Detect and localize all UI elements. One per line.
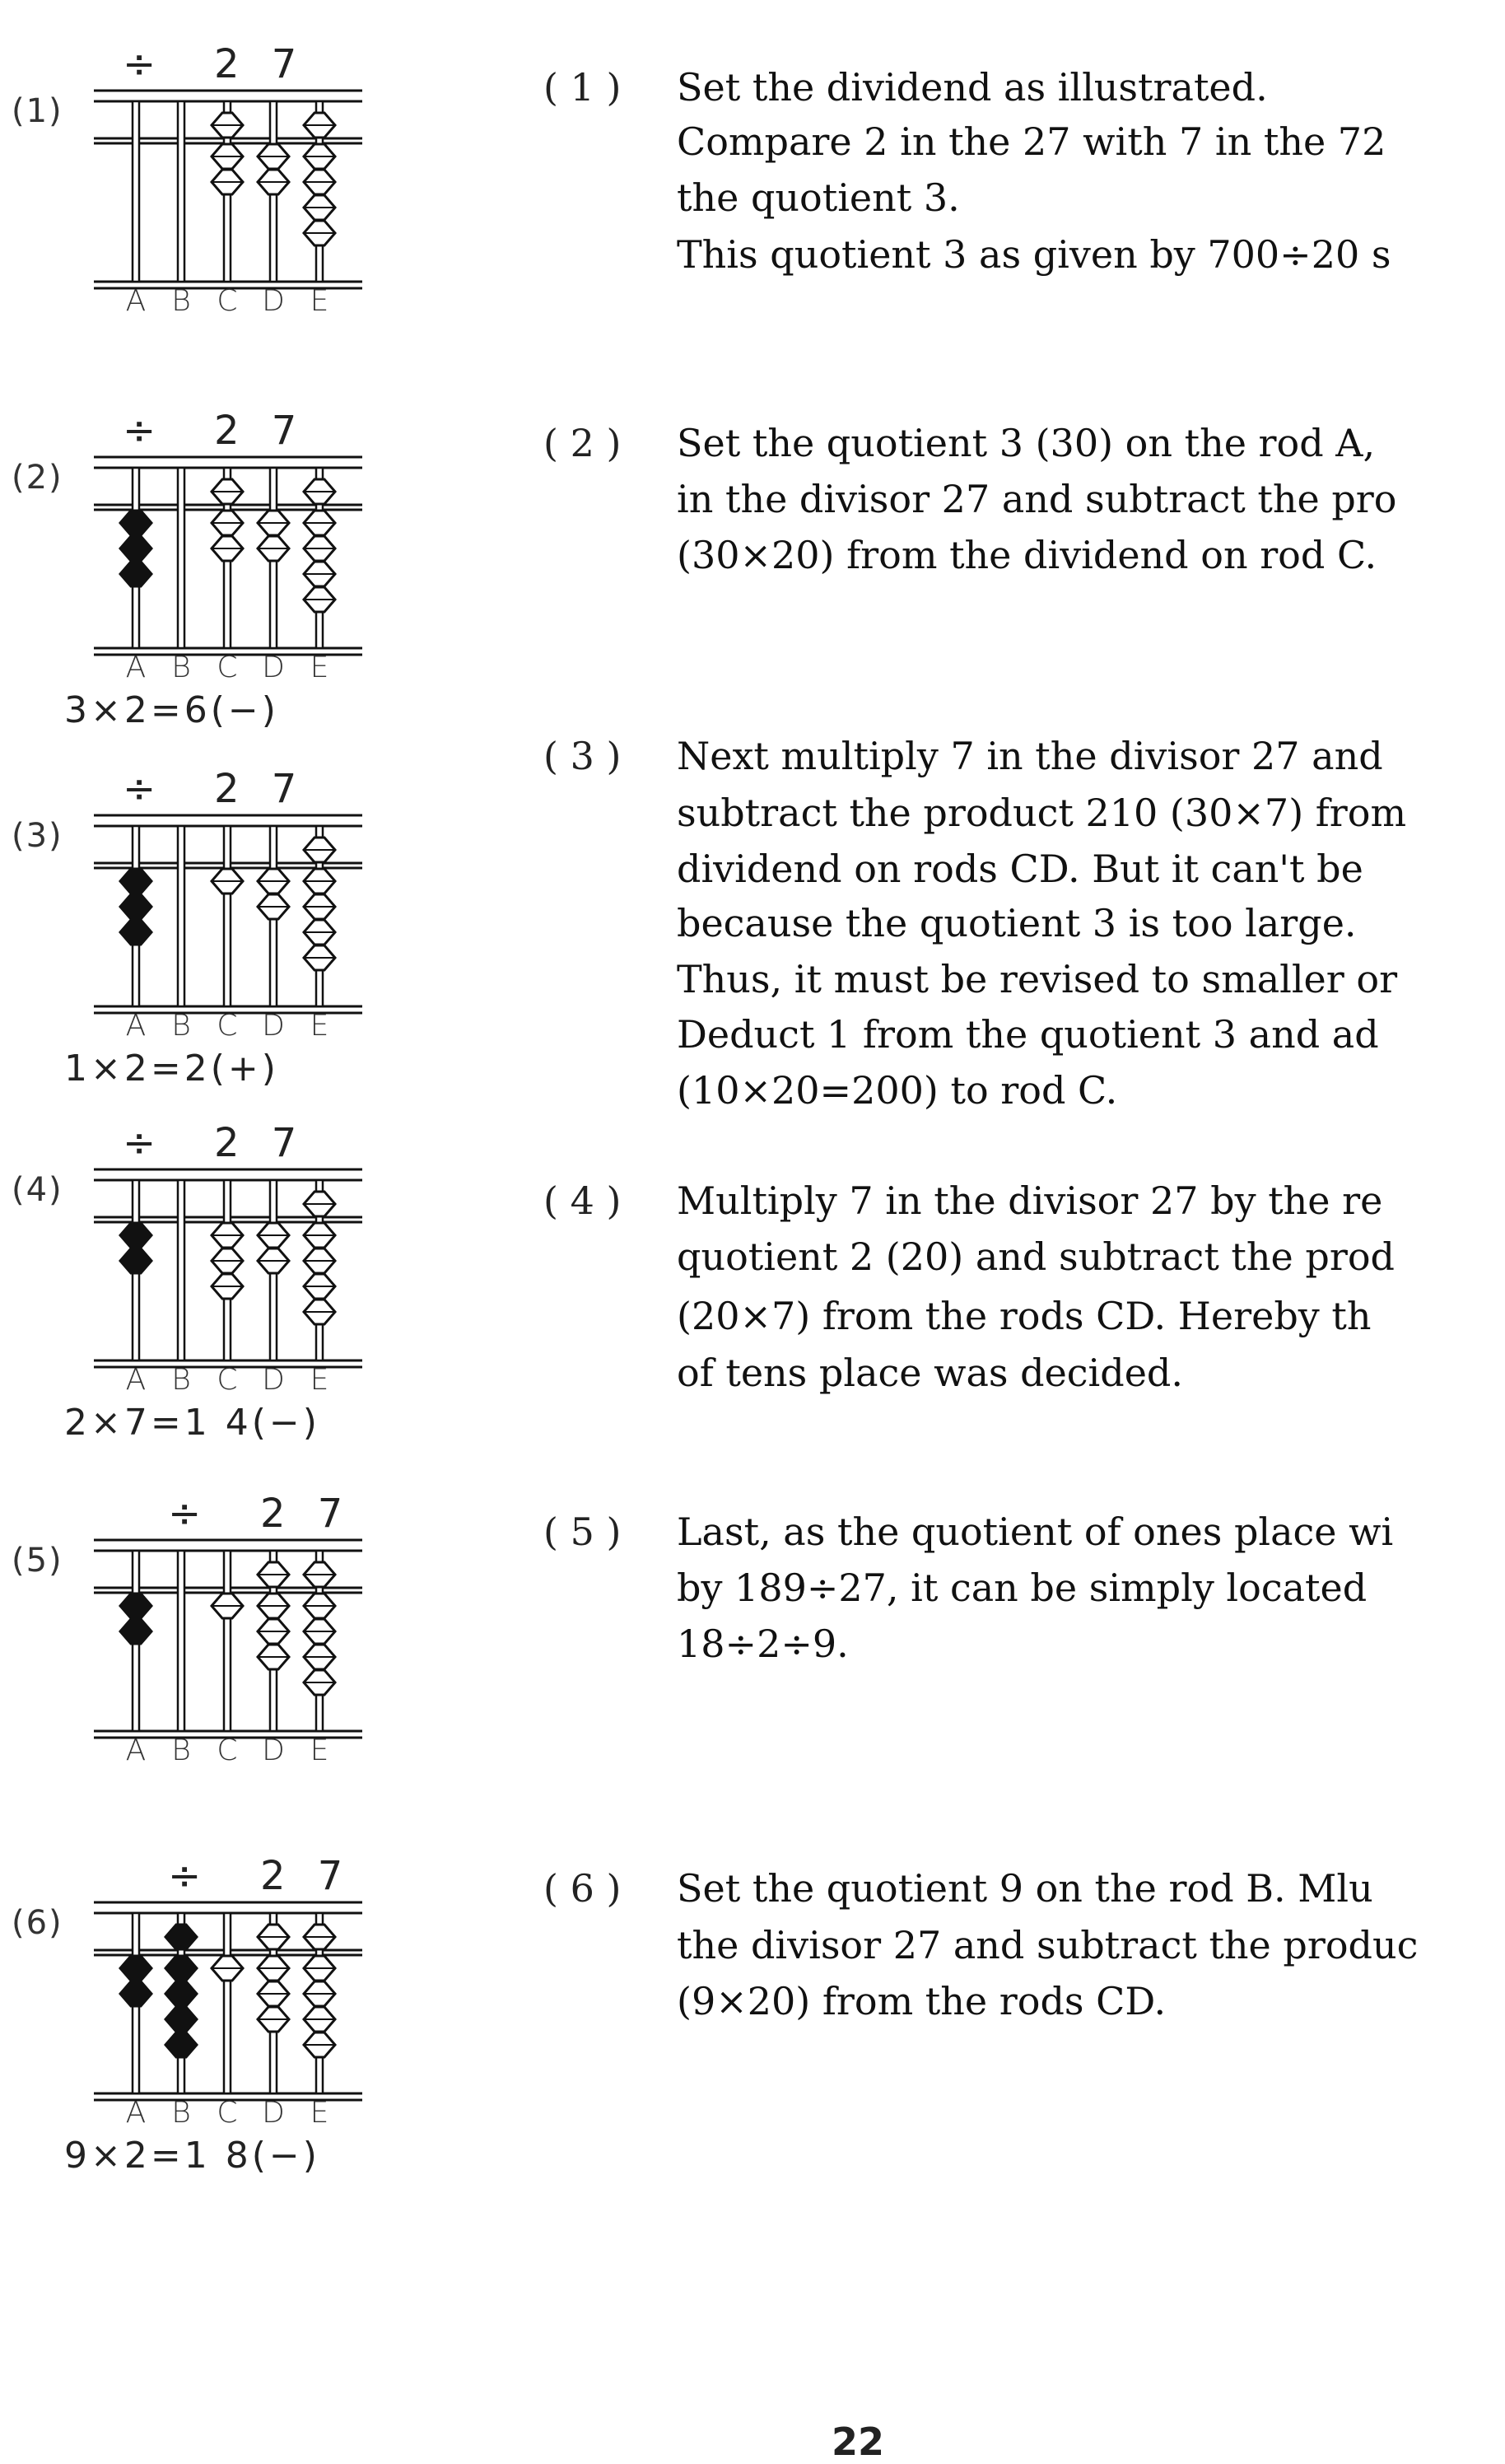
step-text-line: because the quotient 3 is too large. [677,901,1357,945]
abacus-bead [120,1619,151,1644]
divisor-number: 2 7 [214,766,307,812]
abacus-rod [224,1551,231,1731]
rod-label: E [310,1009,329,1043]
rod-label: D [262,2096,285,2130]
step-text-line: 18÷2÷9. [677,1622,849,1666]
rod-label: E [310,1363,329,1397]
rod-label: A [125,1009,147,1043]
abacus-bead [120,920,151,945]
step-text-line: Next multiply 7 in the divisor 27 and [677,734,1383,778]
abacus-figure [0,1853,379,2199]
rod-label: E [310,284,329,318]
divide-sign: ÷ [168,1853,202,1899]
rod-labels [0,1009,379,1050]
abacus-bead [165,2032,197,2057]
abacus-bead [120,511,151,535]
figure-number: (6) [12,1904,63,1942]
rod-label: B [171,1734,191,1767]
rod-label: E [310,1734,329,1767]
rod-label: A [125,1363,147,1397]
divide-sign: ÷ [123,1120,156,1166]
step-number: ( 1 ) [543,65,622,110]
step-text-line: of tens place was decided. [677,1351,1184,1395]
abacus-figure [0,766,379,1112]
calculation-caption: 1×2=2(+) [64,1048,279,1090]
rod-label: B [171,1363,191,1397]
step-text-line: the divisor 27 and subtract the produc [677,1923,1419,1967]
rod-label: C [217,1734,238,1767]
step-text-line: (9×20) from the rods CD. [677,1979,1167,2023]
rod-label: A [125,1734,147,1767]
rod-label: B [171,2096,191,2130]
calculation-caption: 9×2=1 8(−) [64,2135,320,2177]
rod-label: E [310,651,329,684]
step-text-line: Set the quotient 9 on the rod B. Mlu [677,1866,1373,1911]
abacus-figure [0,408,379,754]
step-text-line: (10×20=200) to rod C. [677,1068,1118,1113]
step-text-line: Thus, it must be revised to smaller or [677,957,1398,1001]
divide-sign: ÷ [123,766,156,812]
page-number: 22 [832,2420,885,2464]
abacus-rod [178,1180,184,1360]
divisor-number: 2 7 [260,1491,353,1537]
rod-labels [0,2096,379,2137]
abacus-rod [178,101,184,282]
abacus-bead [120,562,151,586]
divide-sign: ÷ [123,408,156,454]
abacus-bead [120,894,151,919]
rod-labels [0,1363,379,1404]
rod-label: C [217,1363,238,1397]
rod-label: C [217,284,238,318]
calculation-caption: 3×2=6(−) [64,689,279,731]
step-number: ( 3 ) [543,734,622,778]
abacus-figure [0,1120,379,1466]
abacus-bead [120,1956,151,1981]
rod-label: E [310,2096,329,2130]
rod-label: A [125,651,147,684]
rod-label: B [171,651,191,684]
divide-sign: ÷ [123,41,156,87]
abacus-bead [120,1981,151,2006]
rod-labels [0,284,379,325]
rod-label: D [262,651,285,684]
step-number: ( 4 ) [543,1178,622,1223]
rod-label: A [125,2096,147,2130]
step-text-line: in the divisor 27 and subtract the pro [677,477,1397,521]
step-text-line: Compare 2 in the 27 with 7 in the 72 [677,119,1386,164]
step-text-line: (30×20) from the dividend on rod C. [677,533,1377,577]
figure-number: (2) [12,459,63,497]
step-text-line: Set the dividend as illustrated. [677,65,1268,110]
rod-label: D [262,284,285,318]
abacus-rod [178,826,184,1006]
divisor-number: 2 7 [260,1853,353,1899]
step-text-line: dividend on rods CD. But it can't be [677,847,1363,891]
calculation-caption: 2×7=1 4(−) [64,1402,320,1444]
step-number: ( 5 ) [543,1510,622,1554]
step-text-line: quotient 2 (20) and subtract the prod [677,1234,1395,1279]
abacus-rod [224,1913,231,2093]
divisor-number: 2 7 [214,408,307,454]
divisor-number: 2 7 [214,41,307,87]
abacus-rod [178,1551,184,1731]
step-text-line: Deduct 1 from the quotient 3 and ad [677,1012,1379,1057]
abacus-figure [0,41,379,387]
rod-label: D [262,1734,285,1767]
abacus-bead [120,536,151,561]
abacus-rod [224,826,231,1006]
step-text-line: Last, as the quotient of ones place wi [677,1510,1394,1554]
step-text-line: Set the quotient 3 (30) on the rod A, [677,421,1376,465]
abacus-bead [120,1248,151,1273]
rod-label: C [217,651,238,684]
step-number: ( 2 ) [543,421,622,465]
abacus-bead [120,869,151,894]
rod-label: D [262,1009,285,1043]
figure-number: (1) [12,92,63,130]
step-text-line: This quotient 3 as given by 700÷20 s [677,232,1391,277]
rod-label: C [217,2096,238,2130]
abacus-bead [120,1223,151,1248]
step-text-line: subtract the product 210 (30×7) from [677,791,1407,835]
step-number: ( 6 ) [543,1866,622,1911]
abacus-rod [133,101,139,282]
rod-label: D [262,1363,285,1397]
abacus-bead [165,2007,197,2032]
abacus-bead [120,1594,151,1618]
abacus-bead [165,1925,197,1949]
figure-number: (5) [12,1542,63,1580]
abacus-bead [165,1956,197,1981]
figure-number: (4) [12,1171,63,1209]
step-text-line: by 189÷27, it can be simply located [677,1566,1368,1610]
rod-label: B [171,1009,191,1043]
divisor-number: 2 7 [214,1120,307,1166]
step-text-line: (20×7) from the rods CD. Hereby th [677,1294,1372,1338]
step-text-line: Multiply 7 in the divisor 27 by the re [677,1178,1383,1223]
step-text-line: the quotient 3. [677,175,960,220]
divide-sign: ÷ [168,1491,202,1537]
abacus-figure [0,1491,379,1836]
rod-labels [0,651,379,692]
abacus-bead [165,1981,197,2006]
rod-label: B [171,284,191,318]
abacus-rod [178,468,184,648]
figure-number: (3) [12,817,63,855]
rod-label: C [217,1009,238,1043]
rod-labels [0,1734,379,1775]
rod-label: A [125,284,147,318]
